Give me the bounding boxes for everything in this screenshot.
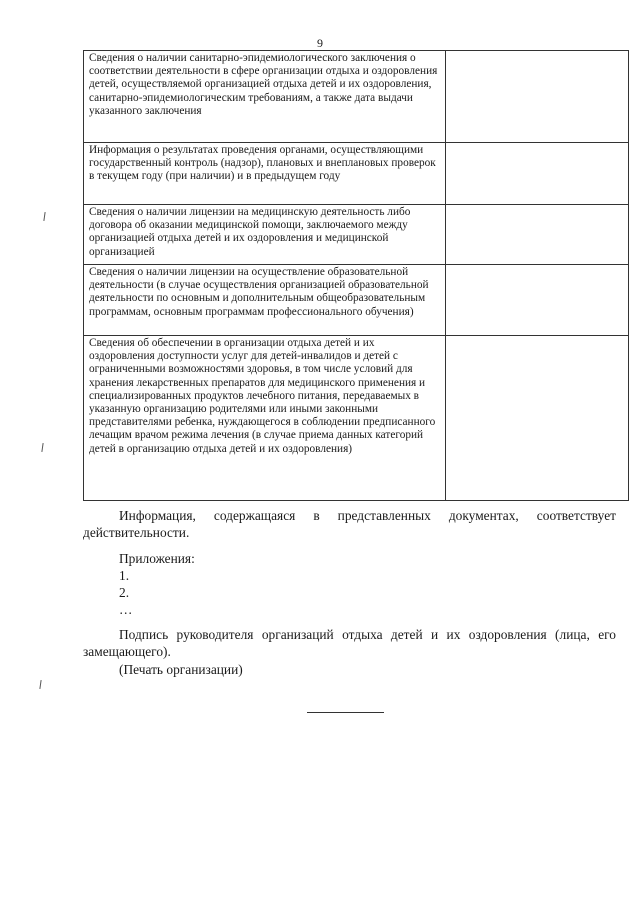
row-value [446,143,629,205]
row-value [446,336,629,501]
table-row [84,51,629,143]
table-row [84,336,629,501]
attachment-item: … [119,602,133,617]
row-label: Сведения о наличии лицензии на медицинскую деятельность либо договора об оказании медицинской помощи, заключаемого между организацией отдыха детей и их оздоровления и медицинской организацией [84,205,446,265]
row-value [446,51,629,143]
row-label: Сведения о наличии санитарно-эпидемиологического заключения о соответствии деятельности в сфере организации отдыха и оздоровления детей, осуществляемой организацией отдыха детей и их оздоровления, санитарно-эпидемиологическим требованиям, а также дата выдачи указанного заключения [84,51,446,143]
attachments-list [119,550,195,618]
attachment-item: 1. [119,568,130,583]
accuracy-statement: Информация, содержащаяся в представленных документах, соответствует действительности. [83,508,616,540]
scan-mark [39,680,41,689]
attachment-item: 2. [119,585,130,600]
scan-mark [41,443,43,452]
row-label: Информация о результатах проведения органами, осуществляющими государственный контроль (надзор), плановых и внеплановых проверок в текущем году (при наличии) и в предыдущем году [84,143,446,205]
table-row [84,143,629,205]
table-row [84,205,629,265]
signature-line: Подпись руководителя организаций отдыха детей и их оздоровления (лица, его замещающего). [83,627,616,659]
row-value [446,205,629,265]
page-number: 9 [317,36,323,50]
seal-note: (Печать организации) [119,662,243,677]
row-value [446,265,629,336]
attachments-title: Приложения: [119,551,195,566]
row-label: Сведения о наличии лицензии на осуществление образовательной деятельности (в случае осуществления организацией образовательной деятельности по основным и дополнительным общеобразовательным программам, основным программам профессионального обучения) [84,265,446,336]
info-table [83,50,629,501]
end-divider [307,712,384,713]
row-label: Сведения об обеспечении в организации отдыха детей и их оздоровления доступности услуг для детей-инвалидов и детей с ограниченными возможностями здоровья, в том числе условий для хранения лекарственных препаратов для медицинского применения и специализированных продуктов лечебного питания, передаваемых в указанную организацию родителями или иными законными представителями ребенка, нуждающегося в соблюдении предписанного лечащим врачом режима лечения (в случае приема данных категорий детей в организацию отдыха детей и их оздоровления) [84,336,446,501]
table-row [84,265,629,336]
scan-mark [43,212,45,221]
